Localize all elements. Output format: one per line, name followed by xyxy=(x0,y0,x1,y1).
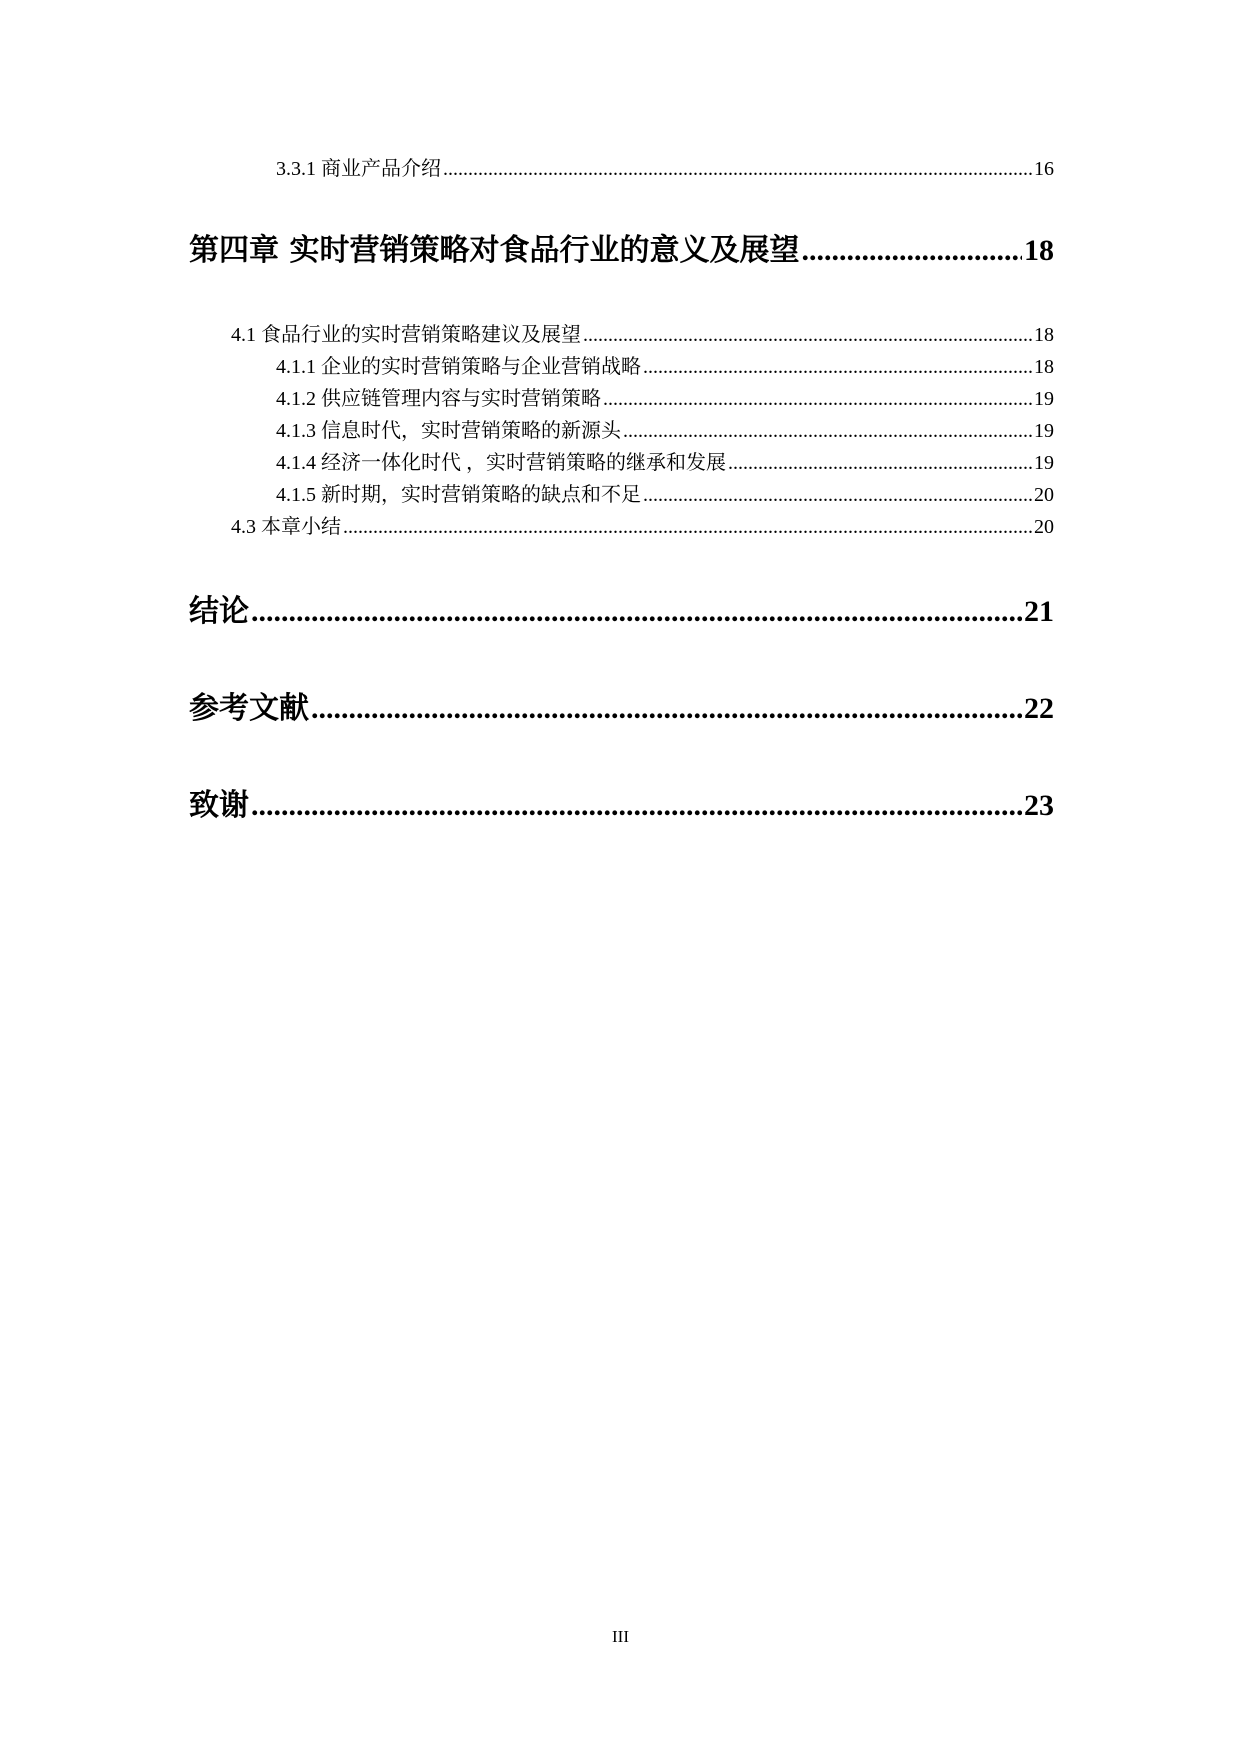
toc-entry-4-3[interactable] xyxy=(231,510,1054,540)
toc-entry-title: 4.3 本章小结 xyxy=(231,516,341,538)
toc-entry-title: 4.1.5 新时期，实时营销策略的缺点和不足 xyxy=(276,484,641,506)
toc-entry-4-1-1[interactable] xyxy=(276,350,1054,380)
toc-dot-leader xyxy=(728,452,1032,475)
toc-entry-title: 4.1.1 企业的实时营销策略与企业营销战略 xyxy=(276,356,641,378)
toc-entry-page: 20 xyxy=(1034,516,1054,538)
toc-dot-leader xyxy=(583,324,1032,347)
toc-entry-page: 19 xyxy=(1034,388,1054,410)
toc-entry-4-1-3[interactable] xyxy=(276,414,1054,444)
toc-dot-leader xyxy=(643,356,1032,379)
toc-entry-4-1-5[interactable] xyxy=(276,478,1054,508)
toc-entry-3-3-1[interactable] xyxy=(276,152,1054,182)
toc-dot-leader xyxy=(251,789,1022,823)
toc-chapter-page: 18 xyxy=(1024,234,1054,267)
toc-references[interactable] xyxy=(189,683,1054,729)
toc-dot-leader xyxy=(603,388,1032,411)
toc-chapter-title: 结论 xyxy=(189,594,249,629)
toc-dot-leader xyxy=(311,692,1022,726)
toc-entry-title: 4.1 食品行业的实时营销策略建议及展望 xyxy=(231,324,581,346)
toc-acknowledgements[interactable] xyxy=(189,780,1054,826)
toc-dot-leader xyxy=(623,420,1032,443)
toc-entry-title: 4.1.4 经济一体化时代 ，实时营销策略的继承和发展 xyxy=(276,452,726,474)
toc-entry-page: 19 xyxy=(1034,452,1054,474)
toc-entry-page: 18 xyxy=(1034,324,1054,346)
page-number: III xyxy=(612,1627,629,1646)
toc-chapter-4[interactable] xyxy=(189,225,1054,271)
toc-entry-page: 18 xyxy=(1034,356,1054,378)
toc-chapter-page: 21 xyxy=(1024,595,1054,628)
toc-entry-page: 20 xyxy=(1034,484,1054,506)
toc-entry-4-1-2[interactable] xyxy=(276,382,1054,412)
toc-chapter-title: 参考文献 xyxy=(189,691,309,726)
toc-chapter-title: 致谢 xyxy=(189,788,249,823)
toc-entry-title: 3.3.1 商业产品介绍 xyxy=(276,158,441,180)
toc-chapter-page: 23 xyxy=(1024,789,1054,822)
toc-dot-leader xyxy=(801,234,1022,268)
toc-entry-4-1-4[interactable] xyxy=(276,446,1054,476)
toc-entry-page: 19 xyxy=(1034,420,1054,442)
toc-chapter-page: 22 xyxy=(1024,692,1054,725)
toc-entry-page: 16 xyxy=(1034,158,1054,180)
toc-entry-4-1[interactable] xyxy=(231,318,1054,348)
toc-dot-leader xyxy=(251,595,1022,629)
toc-conclusion[interactable] xyxy=(189,586,1054,632)
toc-dot-leader xyxy=(643,484,1032,507)
toc-chapter-title: 第四章 实时营销策略对食品行业的意义及展望 xyxy=(189,233,800,268)
toc-dot-leader xyxy=(443,158,1032,181)
toc-entry-title: 4.1.3 信息时代，实时营销策略的新源头 xyxy=(276,420,621,442)
toc-dot-leader xyxy=(343,516,1032,539)
toc-entry-title: 4.1.2 供应链管理内容与实时营销策略 xyxy=(276,388,601,410)
